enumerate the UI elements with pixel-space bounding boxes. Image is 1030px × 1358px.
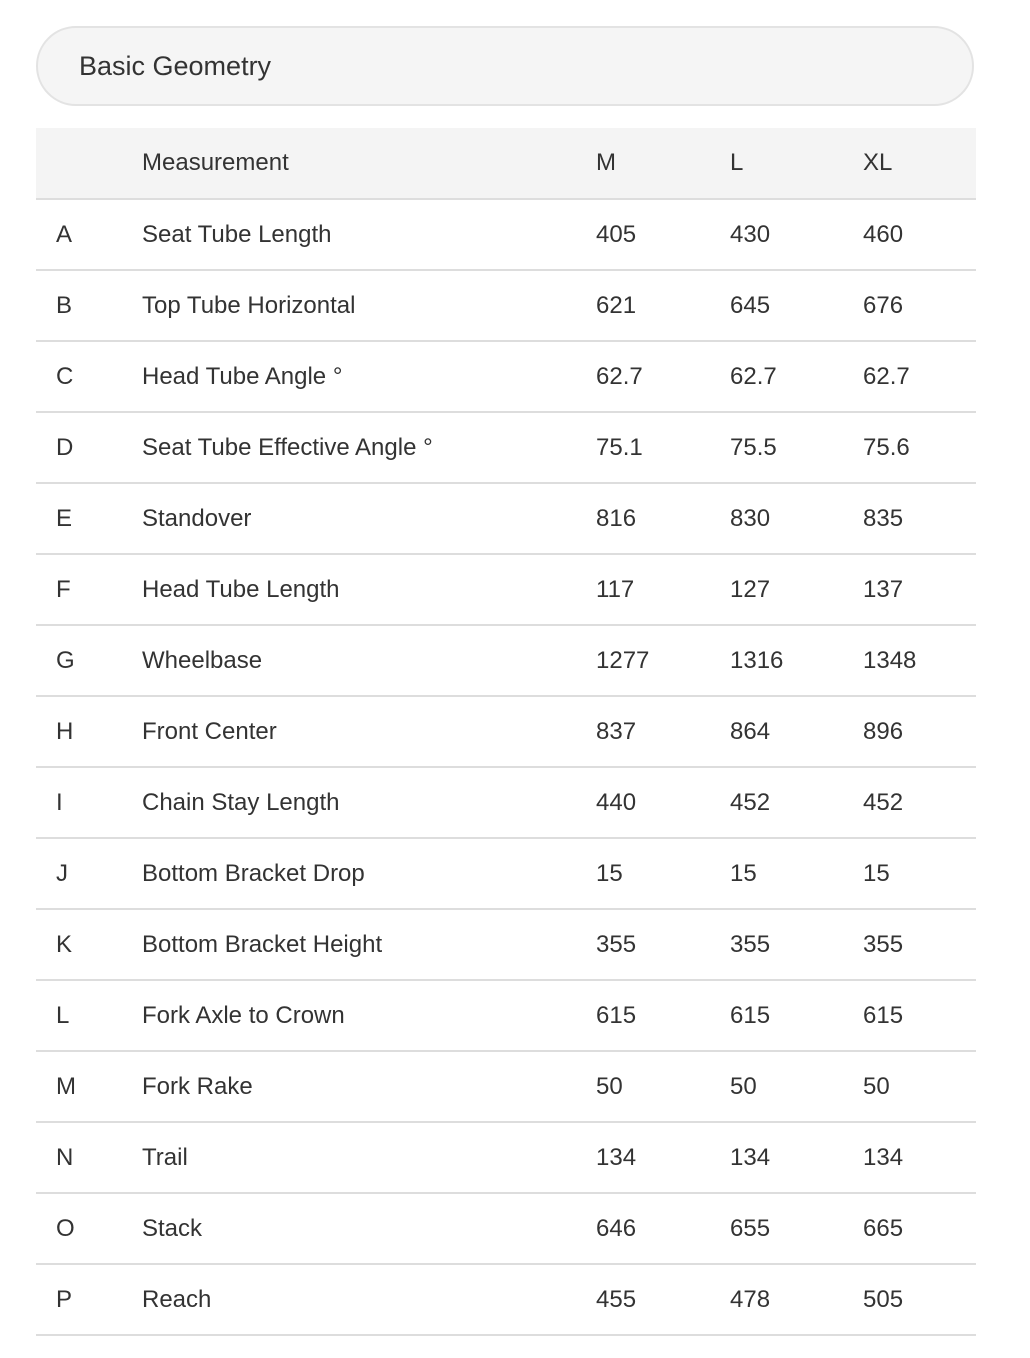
row-letter: J — [36, 838, 142, 909]
row-value-m: 355 — [596, 909, 730, 980]
table-row — [36, 625, 976, 696]
table-row — [36, 1193, 976, 1264]
table-row — [36, 838, 976, 909]
row-value-xl: 1348 — [863, 625, 976, 696]
row-value-xl: 835 — [863, 483, 976, 554]
header-size-m: M — [596, 128, 730, 199]
table-row — [36, 1264, 976, 1335]
row-value-l: 830 — [730, 483, 863, 554]
row-measurement: Trail — [142, 1122, 596, 1193]
row-value-m: 134 — [596, 1122, 730, 1193]
row-value-l: 355 — [730, 909, 863, 980]
row-measurement: Front Center — [142, 696, 596, 767]
table-header-row — [36, 128, 976, 199]
row-letter: D — [36, 412, 142, 483]
row-value-xl: 75.6 — [863, 412, 976, 483]
row-value-m: 62.7 — [596, 341, 730, 412]
row-measurement: Head Tube Length — [142, 554, 596, 625]
row-value-xl: 355 — [863, 909, 976, 980]
row-value-m: 405 — [596, 199, 730, 270]
row-letter: A — [36, 199, 142, 270]
row-value-l: 452 — [730, 767, 863, 838]
row-value-l: 134 — [730, 1122, 863, 1193]
row-value-xl: 676 — [863, 270, 976, 341]
row-letter: H — [36, 696, 142, 767]
table-row — [36, 554, 976, 625]
row-value-xl: 896 — [863, 696, 976, 767]
row-measurement: Bottom Bracket Drop — [142, 838, 596, 909]
row-letter: C — [36, 341, 142, 412]
row-measurement: Head Tube Angle ° — [142, 341, 596, 412]
row-letter: P — [36, 1264, 142, 1335]
row-letter: K — [36, 909, 142, 980]
row-value-l: 645 — [730, 270, 863, 341]
panel-title: Basic Geometry — [79, 50, 272, 81]
table-row — [36, 909, 976, 980]
row-value-xl: 665 — [863, 1193, 976, 1264]
table-row — [36, 980, 976, 1051]
row-letter: M — [36, 1051, 142, 1122]
header-size-xl: XL — [863, 128, 976, 199]
row-value-m: 50 — [596, 1051, 730, 1122]
row-value-m: 621 — [596, 270, 730, 341]
row-value-m: 816 — [596, 483, 730, 554]
table-row — [36, 341, 976, 412]
row-measurement: Reach — [142, 1264, 596, 1335]
row-measurement: Seat Tube Effective Angle ° — [142, 412, 596, 483]
row-value-l: 864 — [730, 696, 863, 767]
row-value-xl: 137 — [863, 554, 976, 625]
table-row — [36, 199, 976, 270]
row-value-m: 837 — [596, 696, 730, 767]
row-value-l: 62.7 — [730, 341, 863, 412]
table-row — [36, 270, 976, 341]
row-value-l: 478 — [730, 1264, 863, 1335]
table-row — [36, 767, 976, 838]
row-letter: L — [36, 980, 142, 1051]
header-letter — [36, 128, 142, 199]
row-value-xl: 62.7 — [863, 341, 976, 412]
row-value-xl: 505 — [863, 1264, 976, 1335]
table-row — [36, 1051, 976, 1122]
row-value-l: 655 — [730, 1193, 863, 1264]
row-value-l: 430 — [730, 199, 863, 270]
geometry-table — [36, 128, 976, 1336]
row-measurement: Fork Axle to Crown — [142, 980, 596, 1051]
table-row — [36, 1122, 976, 1193]
row-value-l: 615 — [730, 980, 863, 1051]
row-value-m: 615 — [596, 980, 730, 1051]
row-value-m: 455 — [596, 1264, 730, 1335]
row-value-l: 127 — [730, 554, 863, 625]
row-value-xl: 460 — [863, 199, 976, 270]
row-letter: B — [36, 270, 142, 341]
row-value-l: 75.5 — [730, 412, 863, 483]
row-value-m: 15 — [596, 838, 730, 909]
row-measurement: Chain Stay Length — [142, 767, 596, 838]
row-value-m: 440 — [596, 767, 730, 838]
row-value-m: 117 — [596, 554, 730, 625]
table-row — [36, 483, 976, 554]
row-value-m: 75.1 — [596, 412, 730, 483]
row-measurement: Stack — [142, 1193, 596, 1264]
row-letter: G — [36, 625, 142, 696]
row-letter: O — [36, 1193, 142, 1264]
row-measurement: Wheelbase — [142, 625, 596, 696]
row-measurement: Seat Tube Length — [142, 199, 596, 270]
row-measurement: Top Tube Horizontal — [142, 270, 596, 341]
row-letter: I — [36, 767, 142, 838]
table-row — [36, 412, 976, 483]
row-value-l: 1316 — [730, 625, 863, 696]
row-value-l: 50 — [730, 1051, 863, 1122]
basic-geometry-panel-header[interactable] — [36, 26, 974, 106]
row-value-l: 15 — [730, 838, 863, 909]
row-value-m: 1277 — [596, 625, 730, 696]
header-measurement: Measurement — [142, 128, 596, 199]
row-letter: E — [36, 483, 142, 554]
row-value-xl: 452 — [863, 767, 976, 838]
header-size-l: L — [730, 128, 863, 199]
row-value-xl: 134 — [863, 1122, 976, 1193]
row-value-xl: 50 — [863, 1051, 976, 1122]
row-measurement: Standover — [142, 483, 596, 554]
row-measurement: Bottom Bracket Height — [142, 909, 596, 980]
row-value-xl: 615 — [863, 980, 976, 1051]
row-value-xl: 15 — [863, 838, 976, 909]
row-measurement: Fork Rake — [142, 1051, 596, 1122]
row-letter: N — [36, 1122, 142, 1193]
row-letter: F — [36, 554, 142, 625]
table-body — [36, 199, 976, 1335]
table-row — [36, 696, 976, 767]
row-value-m: 646 — [596, 1193, 730, 1264]
